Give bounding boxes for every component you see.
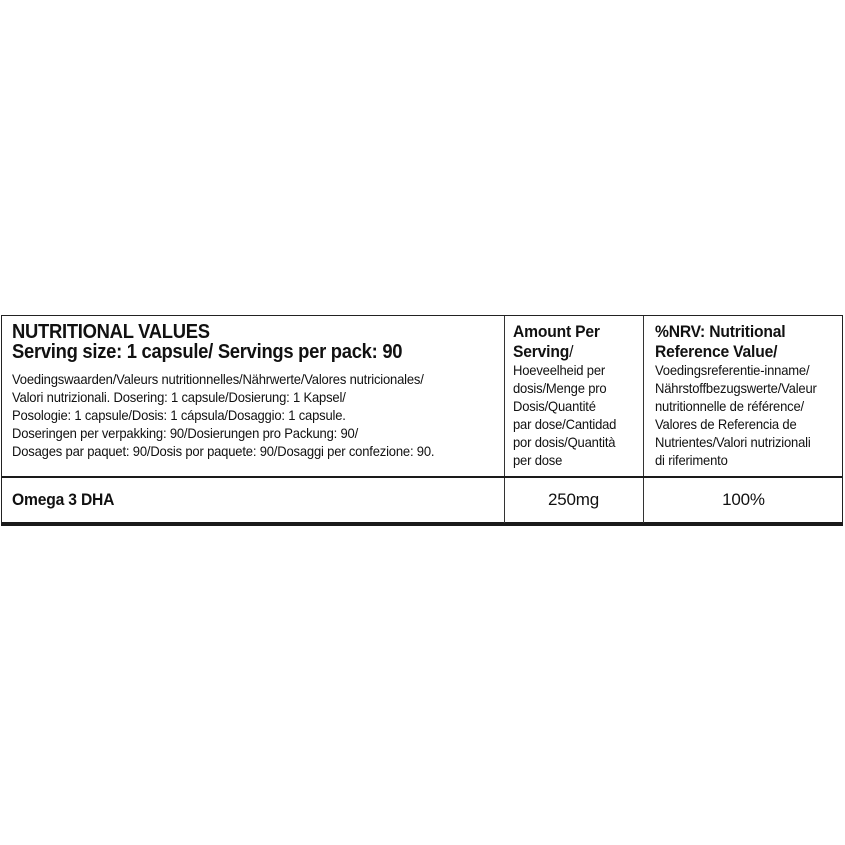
column-divider bbox=[643, 316, 644, 476]
nrv-heading: %NRV: Nutritional Reference Value/ bbox=[655, 322, 786, 361]
nrv-heading-translations: Voedingsreferentie-inname/ Nährstoffbezugswerte/Valeur nutritionnelle de référence/ Valores de Referencia de Nutrientes/Valori nutrizionali di riferimento bbox=[655, 362, 817, 468]
serving-size-line: Serving size: 1 capsule/ Servings per pack: 90 bbox=[12, 341, 403, 363]
table-title: NUTRITIONAL VALUES bbox=[12, 321, 210, 343]
nutrient-nrv: 100% bbox=[722, 490, 765, 509]
nutrient-name: Omega 3 DHA bbox=[12, 490, 115, 509]
header-amount-per-serving bbox=[513, 322, 641, 469]
column-divider bbox=[504, 316, 505, 476]
column-divider bbox=[504, 478, 505, 523]
nutrient-amount: 250mg bbox=[548, 490, 599, 509]
amount-heading-separator: / bbox=[569, 342, 574, 361]
table-row bbox=[2, 478, 842, 523]
nutrition-table bbox=[1, 315, 843, 526]
amount-heading-text: Amount Per Serving bbox=[513, 322, 600, 361]
amount-heading bbox=[513, 322, 631, 362]
header-nutrition-info bbox=[12, 322, 500, 460]
amount-heading-translations: Hoeveelheid per dosis/Menge pro Dosis/Quantité par dose/Cantidad por dosis/Quantità per dose bbox=[513, 362, 617, 468]
header-nrv bbox=[655, 322, 841, 469]
table-header-row bbox=[2, 316, 842, 478]
translations-text: Voedingswaarden/Valeurs nutritionnelles/Nährwerte/Valores nutricionales/ Valori nutrizionali. Dosering: 1 capsule/Dosierung: 1 Kapsel/ Posologie: 1 capsule/Dosis: 1 cápsula/Dosaggio: 1 capsule. Doseringen per verpakking: 90/Dosierungen pro Packung: 90/ Dosages par paquet: 90/Dosis por paquete: 90/Dosaggi per confezione: 90. bbox=[12, 371, 435, 459]
column-divider bbox=[643, 478, 644, 523]
